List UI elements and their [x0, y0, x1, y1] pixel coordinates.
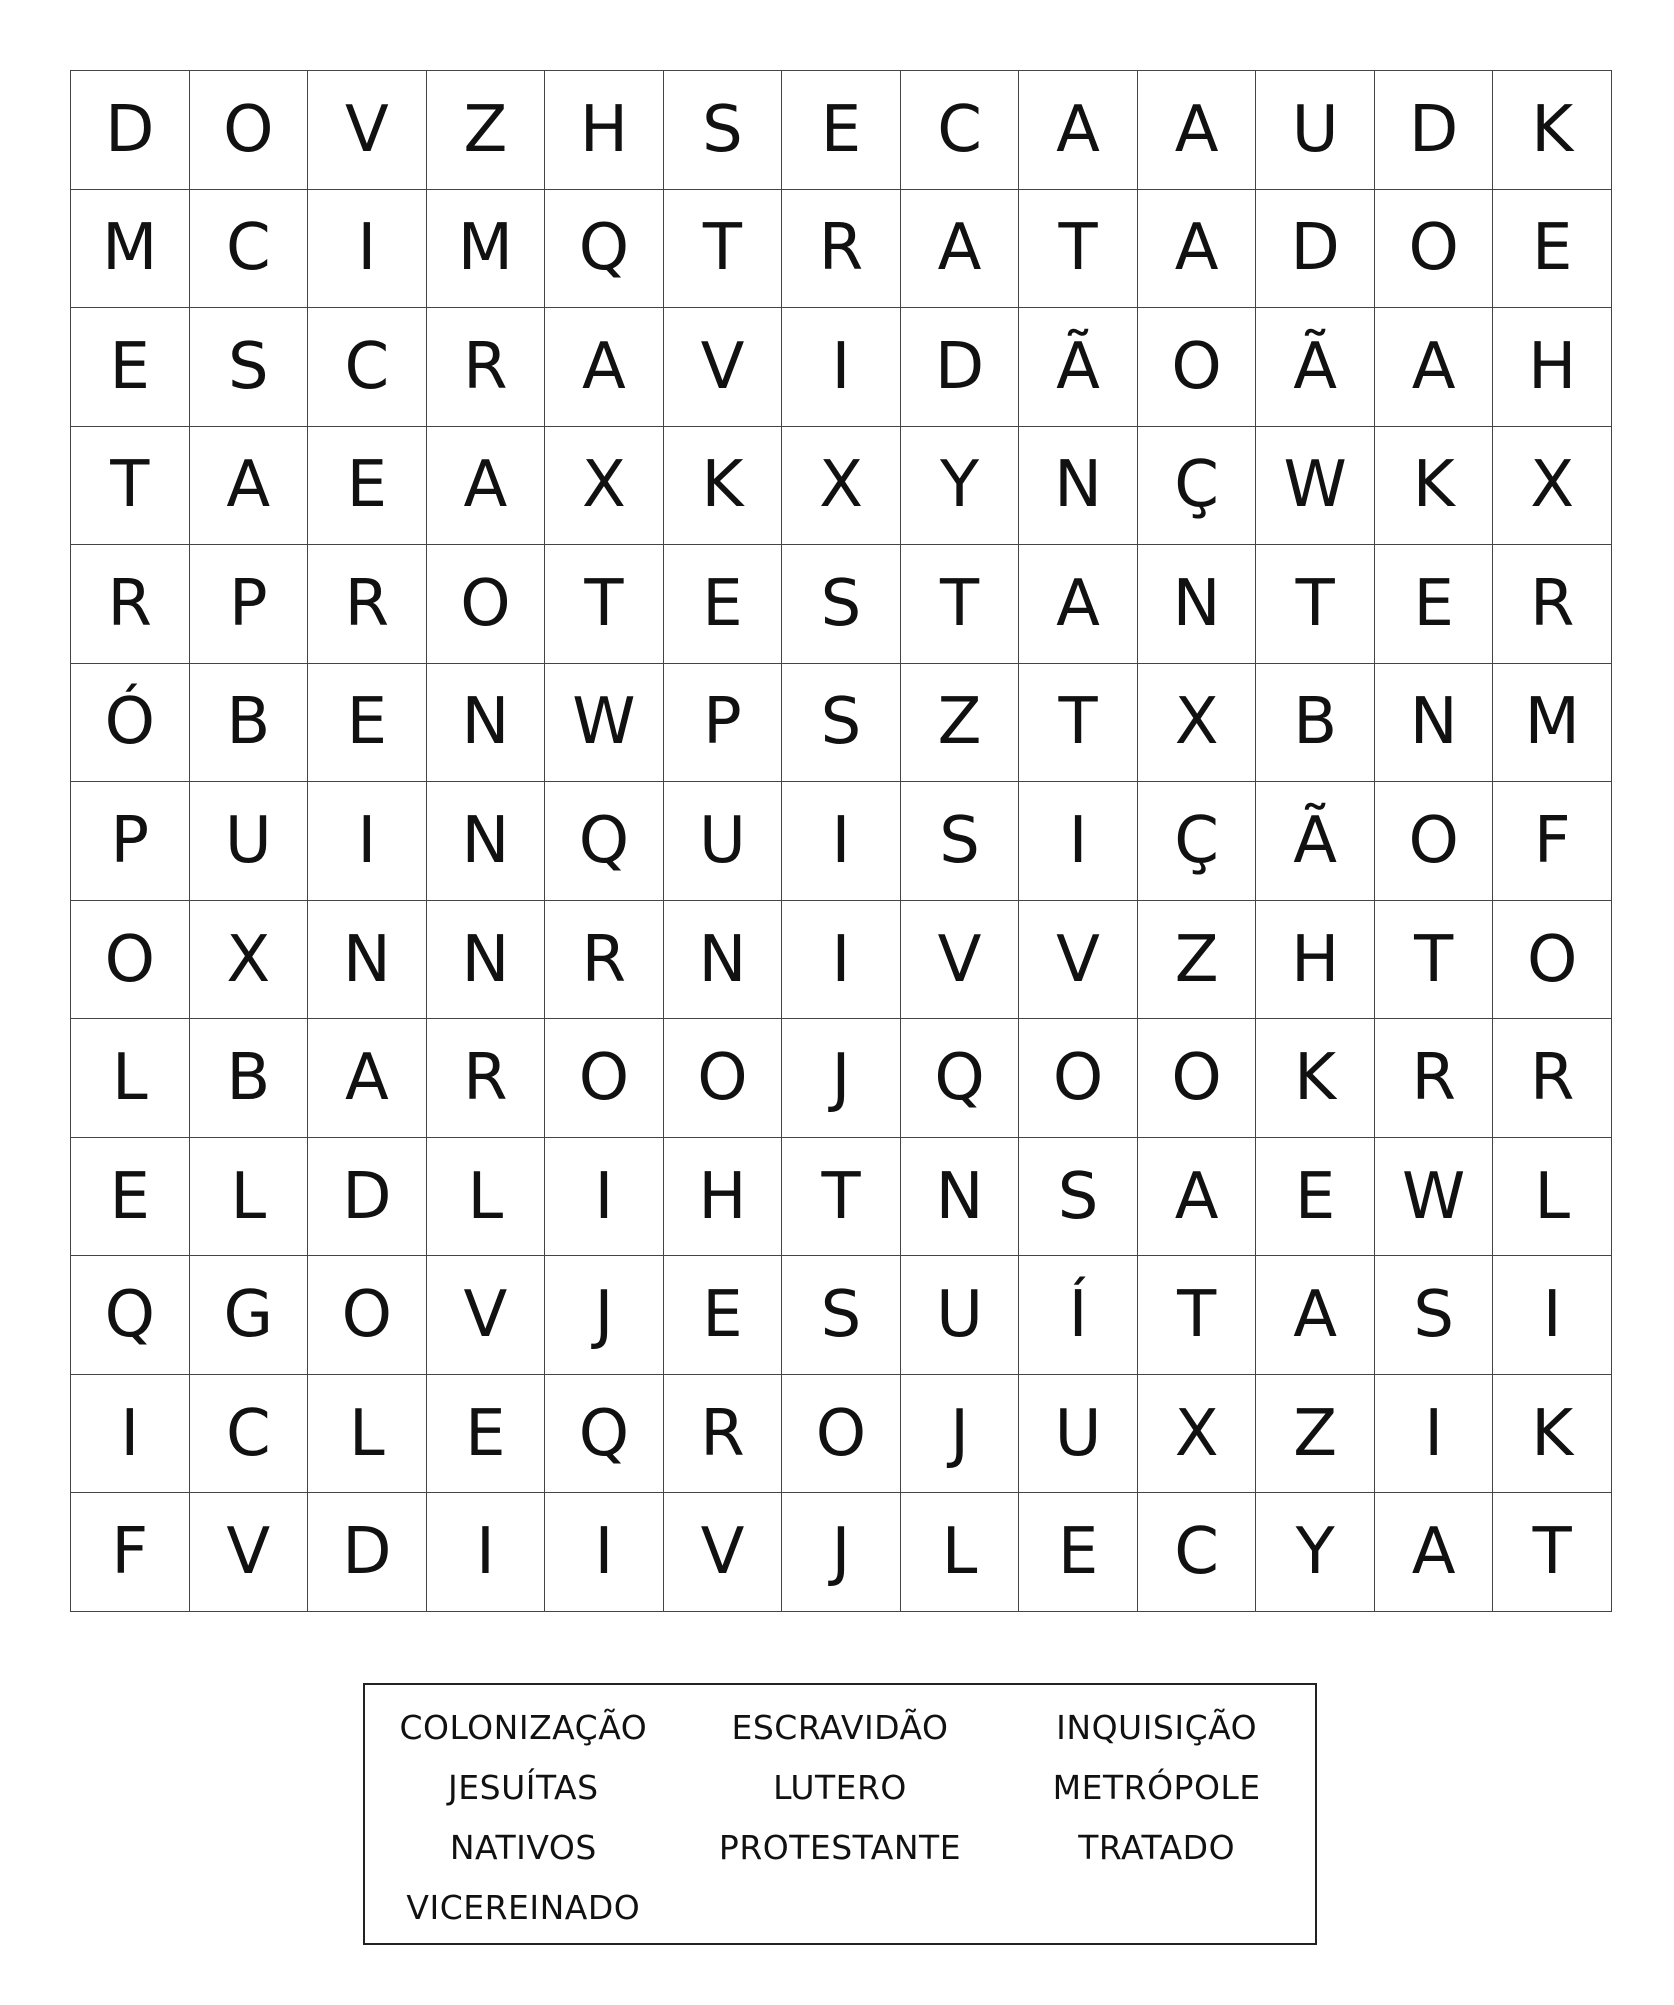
grid-cell[interactable]: O: [190, 71, 309, 190]
grid-cell[interactable]: U: [190, 782, 309, 901]
grid-cell[interactable]: W: [545, 664, 664, 783]
grid-cell[interactable]: R: [664, 1375, 783, 1494]
grid-cell[interactable]: A: [427, 427, 546, 546]
grid-cell[interactable]: T: [545, 545, 664, 664]
grid-cell[interactable]: H: [1493, 308, 1612, 427]
grid-cell[interactable]: I: [308, 190, 427, 309]
grid-cell[interactable]: C: [308, 308, 427, 427]
grid-cell[interactable]: X: [782, 427, 901, 546]
grid-cell[interactable]: K: [1493, 1375, 1612, 1494]
grid-cell[interactable]: U: [1019, 1375, 1138, 1494]
grid-cell[interactable]: Z: [1138, 901, 1257, 1020]
grid-cell[interactable]: I: [782, 308, 901, 427]
grid-cell[interactable]: R: [71, 545, 190, 664]
grid-cell[interactable]: G: [190, 1256, 309, 1375]
grid-cell[interactable]: D: [1256, 190, 1375, 309]
grid-cell[interactable]: E: [427, 1375, 546, 1494]
word-list-item: LUTERO: [773, 1767, 907, 1807]
grid-cell[interactable]: Q: [901, 1019, 1020, 1138]
grid-cell[interactable]: E: [308, 664, 427, 783]
grid-cell[interactable]: V: [427, 1256, 546, 1375]
word-list: [363, 1683, 1317, 1945]
grid-cell[interactable]: Z: [427, 71, 546, 190]
grid-cell[interactable]: X: [1493, 427, 1612, 546]
grid-cell[interactable]: R: [1375, 1019, 1494, 1138]
grid-cell[interactable]: V: [664, 308, 783, 427]
grid-cell[interactable]: T: [1138, 1256, 1257, 1375]
grid-cell[interactable]: L: [1493, 1138, 1612, 1257]
grid-cell[interactable]: T: [782, 1138, 901, 1257]
grid-cell[interactable]: E: [1375, 545, 1494, 664]
grid-cell[interactable]: I: [1019, 782, 1138, 901]
grid-cell[interactable]: E: [1493, 190, 1612, 309]
grid-cell[interactable]: O: [1493, 901, 1612, 1020]
grid-cell[interactable]: F: [1493, 782, 1612, 901]
grid-cell[interactable]: O: [782, 1375, 901, 1494]
grid-cell[interactable]: Q: [71, 1256, 190, 1375]
grid-cell[interactable]: R: [1493, 545, 1612, 664]
grid-cell[interactable]: K: [664, 427, 783, 546]
grid-cell[interactable]: A: [1138, 1138, 1257, 1257]
grid-cell[interactable]: N: [901, 1138, 1020, 1257]
grid-cell[interactable]: K: [1256, 1019, 1375, 1138]
grid-cell[interactable]: M: [427, 190, 546, 309]
grid-cell[interactable]: D: [308, 1493, 427, 1612]
grid-cell[interactable]: R: [782, 190, 901, 309]
grid-cell[interactable]: L: [308, 1375, 427, 1494]
grid-cell[interactable]: K: [1375, 427, 1494, 546]
grid-cell[interactable]: O: [545, 1019, 664, 1138]
grid-cell[interactable]: L: [427, 1138, 546, 1257]
grid-cell[interactable]: D: [308, 1138, 427, 1257]
word-list-item: VICEREINADO: [406, 1887, 641, 1927]
grid-cell[interactable]: K: [1493, 71, 1612, 190]
grid-cell[interactable]: S: [782, 545, 901, 664]
grid-cell[interactable]: N: [427, 664, 546, 783]
grid-cell[interactable]: X: [1138, 664, 1257, 783]
grid-cell[interactable]: Ã: [1019, 308, 1138, 427]
grid-cell[interactable]: P: [71, 782, 190, 901]
grid-cell[interactable]: S: [1019, 1138, 1138, 1257]
grid-cell[interactable]: O: [1019, 1019, 1138, 1138]
grid-cell[interactable]: Q: [545, 190, 664, 309]
grid-cell[interactable]: V: [1019, 901, 1138, 1020]
grid-cell[interactable]: A: [190, 427, 309, 546]
grid-cell[interactable]: E: [71, 1138, 190, 1257]
grid-cell[interactable]: J: [782, 1493, 901, 1612]
grid-cell[interactable]: A: [901, 190, 1020, 309]
grid-cell[interactable]: U: [1256, 71, 1375, 190]
word-list-item: ESCRAVIDÃO: [731, 1707, 949, 1747]
grid-cell[interactable]: I: [1375, 1375, 1494, 1494]
grid-cell[interactable]: C: [1138, 1493, 1257, 1612]
grid-cell[interactable]: A: [308, 1019, 427, 1138]
grid-cell[interactable]: O: [1138, 1019, 1257, 1138]
grid-cell[interactable]: I: [427, 1493, 546, 1612]
grid-cell[interactable]: Z: [901, 664, 1020, 783]
grid-cell[interactable]: T: [901, 545, 1020, 664]
grid-cell[interactable]: V: [901, 901, 1020, 1020]
grid-cell[interactable]: M: [71, 190, 190, 309]
grid-cell[interactable]: N: [1138, 545, 1257, 664]
grid-cell[interactable]: S: [1375, 1256, 1494, 1375]
grid-cell[interactable]: S: [782, 664, 901, 783]
grid-cell[interactable]: A: [1375, 1493, 1494, 1612]
grid-cell[interactable]: T: [1375, 901, 1494, 1020]
grid-cell[interactable]: Ç: [1138, 427, 1257, 546]
grid-cell[interactable]: E: [71, 308, 190, 427]
grid-cell[interactable]: U: [664, 782, 783, 901]
grid-cell[interactable]: A: [1138, 71, 1257, 190]
grid-cell[interactable]: I: [545, 1138, 664, 1257]
grid-cell[interactable]: Y: [901, 427, 1020, 546]
grid-cell[interactable]: H: [545, 71, 664, 190]
grid-cell[interactable]: A: [1138, 190, 1257, 309]
grid-cell[interactable]: T: [664, 190, 783, 309]
grid-cell[interactable]: U: [901, 1256, 1020, 1375]
grid-cell[interactable]: L: [190, 1138, 309, 1257]
word-list-item: PROTESTANTE: [718, 1827, 962, 1867]
grid-cell[interactable]: A: [1375, 308, 1494, 427]
grid-cell[interactable]: N: [427, 901, 546, 1020]
word-list-item: METRÓPOLE: [1052, 1767, 1261, 1807]
grid-cell[interactable]: N: [1019, 427, 1138, 546]
grid-cell[interactable]: D: [1375, 71, 1494, 190]
grid-cell[interactable]: J: [782, 1019, 901, 1138]
grid-cell[interactable]: A: [1019, 71, 1138, 190]
grid-cell[interactable]: H: [1256, 901, 1375, 1020]
word-list-item: JESUÍTAS: [448, 1767, 599, 1807]
grid-cell[interactable]: N: [427, 782, 546, 901]
grid-cell[interactable]: E: [1019, 1493, 1138, 1612]
grid-cell[interactable]: X: [1138, 1375, 1257, 1494]
grid-cell[interactable]: E: [782, 71, 901, 190]
word-search-grid: [70, 70, 1612, 1612]
grid-cell[interactable]: I: [308, 782, 427, 901]
grid-cell[interactable]: O: [308, 1256, 427, 1375]
grid-cell[interactable]: P: [664, 664, 783, 783]
grid-cell[interactable]: L: [901, 1493, 1020, 1612]
grid-cell[interactable]: B: [1256, 664, 1375, 783]
grid-cell[interactable]: V: [308, 71, 427, 190]
word-list-item: INQUISIÇÃO: [1056, 1707, 1258, 1747]
grid-cell[interactable]: T: [1019, 190, 1138, 309]
grid-cell[interactable]: Y: [1256, 1493, 1375, 1612]
grid-cell[interactable]: S: [664, 71, 783, 190]
grid-cell[interactable]: A: [545, 308, 664, 427]
grid-cell[interactable]: E: [1256, 1138, 1375, 1257]
grid-cell[interactable]: D: [901, 308, 1020, 427]
grid-cell[interactable]: I: [545, 1493, 664, 1612]
grid-cell[interactable]: Ã: [1256, 782, 1375, 901]
word-list-item: NATIVOS: [449, 1827, 597, 1867]
grid-cell[interactable]: P: [190, 545, 309, 664]
grid-cell[interactable]: Q: [545, 1375, 664, 1494]
grid-cell[interactable]: W: [1375, 1138, 1494, 1257]
grid-cell[interactable]: B: [190, 664, 309, 783]
grid-cell[interactable]: M: [1493, 664, 1612, 783]
grid-cell[interactable]: T: [1493, 1493, 1612, 1612]
grid-cell[interactable]: T: [71, 427, 190, 546]
grid-cell[interactable]: E: [308, 427, 427, 546]
grid-cell[interactable]: N: [1375, 664, 1494, 783]
grid-cell[interactable]: O: [1375, 190, 1494, 309]
grid-cell[interactable]: Ç: [1138, 782, 1257, 901]
grid-cell[interactable]: I: [782, 782, 901, 901]
grid-cell[interactable]: J: [545, 1256, 664, 1375]
grid-cell[interactable]: I: [71, 1375, 190, 1494]
grid-cell[interactable]: R: [427, 1019, 546, 1138]
grid-cell[interactable]: T: [1019, 664, 1138, 783]
grid-cell[interactable]: C: [190, 190, 309, 309]
grid-cell[interactable]: Í: [1019, 1256, 1138, 1375]
grid-cell[interactable]: O: [71, 901, 190, 1020]
grid-cell[interactable]: S: [782, 1256, 901, 1375]
grid-cell[interactable]: Q: [545, 782, 664, 901]
grid-cell[interactable]: C: [901, 71, 1020, 190]
grid-cell[interactable]: J: [901, 1375, 1020, 1494]
grid-cell[interactable]: R: [308, 545, 427, 664]
grid-cell[interactable]: O: [1375, 782, 1494, 901]
grid-cell[interactable]: V: [664, 1493, 783, 1612]
word-list-item: TRATADO: [1078, 1827, 1236, 1867]
grid-cell[interactable]: L: [71, 1019, 190, 1138]
grid-cell[interactable]: W: [1256, 427, 1375, 546]
grid-cell[interactable]: T: [1256, 545, 1375, 664]
grid-cell[interactable]: Z: [1256, 1375, 1375, 1494]
grid-cell[interactable]: V: [190, 1493, 309, 1612]
grid-cell[interactable]: R: [545, 901, 664, 1020]
grid-cell[interactable]: S: [190, 308, 309, 427]
word-list-item: COLONIZAÇÃO: [399, 1707, 648, 1747]
grid-cell[interactable]: Ã: [1256, 308, 1375, 427]
grid-cell[interactable]: I: [782, 901, 901, 1020]
grid-cell[interactable]: E: [664, 1256, 783, 1375]
grid-cell[interactable]: B: [190, 1019, 309, 1138]
grid-cell[interactable]: C: [190, 1375, 309, 1494]
grid-cell[interactable]: X: [545, 427, 664, 546]
grid-cell[interactable]: F: [71, 1493, 190, 1612]
grid-cell[interactable]: X: [190, 901, 309, 1020]
grid-cell[interactable]: S: [901, 782, 1020, 901]
grid-cell[interactable]: E: [664, 545, 783, 664]
grid-cell[interactable]: R: [1493, 1019, 1612, 1138]
grid-cell[interactable]: A: [1256, 1256, 1375, 1375]
grid-cell[interactable]: Ó: [71, 664, 190, 783]
grid-cell[interactable]: I: [1493, 1256, 1612, 1375]
grid-cell[interactable]: H: [664, 1138, 783, 1257]
grid-cell[interactable]: O: [1138, 308, 1257, 427]
grid-cell[interactable]: R: [427, 308, 546, 427]
grid-cell[interactable]: D: [71, 71, 190, 190]
grid-cell[interactable]: O: [427, 545, 546, 664]
grid-cell[interactable]: N: [664, 901, 783, 1020]
grid-cell[interactable]: A: [1019, 545, 1138, 664]
grid-cell[interactable]: N: [308, 901, 427, 1020]
grid-cell[interactable]: O: [664, 1019, 783, 1138]
